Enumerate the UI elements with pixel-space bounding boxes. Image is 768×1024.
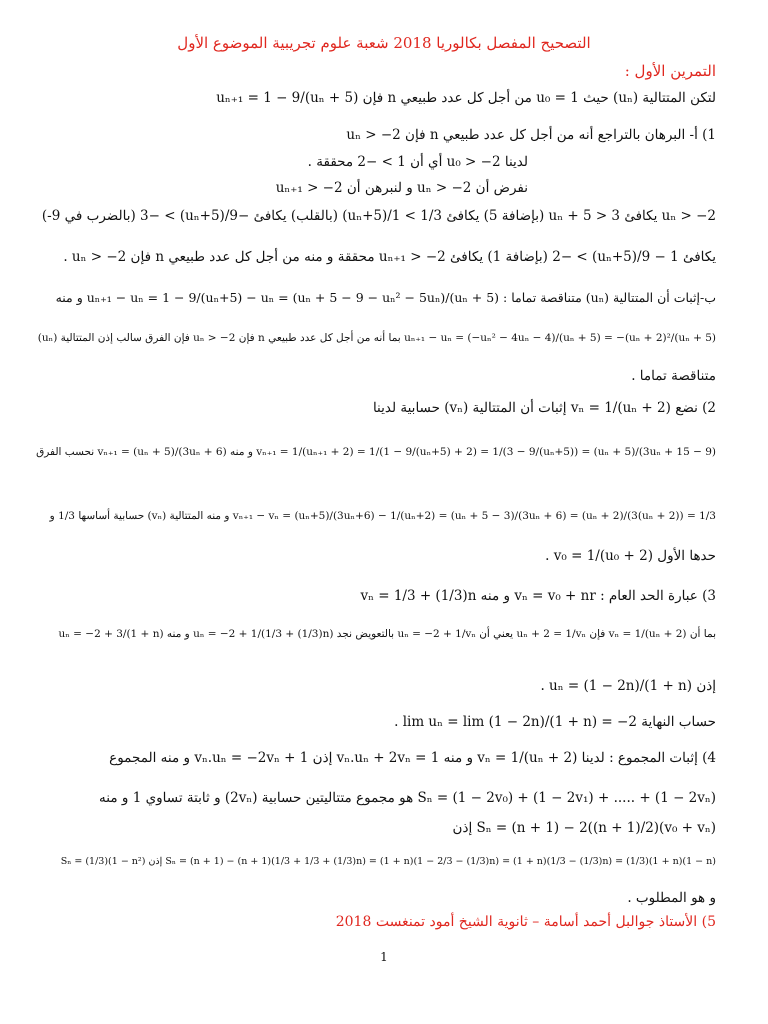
text-line: لتكن المتتالية (uₙ) حيث u₀ = 1 من أجل كل عدد طبيعي n فإن uₙ₊₁ = 1 − 9/(uₙ + 5) [216,90,716,106]
text-line: يكافئ 1 − 9/(uₙ+5) > −2 (بإضافة 1) يكافئ uₙ₊₁ > −2 محققة و منه من أجل كل عدد طبيعي n فإن uₙ > −2 . [63,249,716,265]
text-line: vₙ₊₁ − vₙ = (uₙ+5)/(3uₙ+6) − 1/(uₙ+2) = (uₙ + 5 − 3)/(3uₙ + 6) = (uₙ + 2)/(3(uₙ + 2)) = 1/3 و منه المتتالية (vₙ) حسابية أساسها 1/3 و [49,510,716,522]
author-footer: 5) الأستاذ جوالبل أحمد أسامة – ثانوية الشيخ أمود تمنغست 2018 [335,914,716,930]
page-number: 1 [380,950,388,964]
page-title: التصحيح المفصل بكالوريا 2018 شعبة علوم تجريبية الموضوع الأول [177,34,591,52]
text-line: Sₙ = (n + 1) − (n + 1)(1/3 + 1/3 + (1/3)n) = (1 + n)(1 − 2/3 − (1/3)n) = (1 + n)(1/3 − (1/3)n) = (1/3)(1 + n)(1 − n) إذن Sₙ = (1/3)(1 − n²) [60,856,716,867]
text-line: نفرض أن uₙ > −2 و لنبرهن أن uₙ₊₁ > −2 [275,180,528,196]
text-line: Sₙ = (1 − 2v₀) + (1 − 2v₁) + ..... + (1 − 2vₙ) هو مجموع متتاليتين حسابية (2vₙ) و ثابتة تساوي 1 و منه [99,790,716,806]
text-line: و هو المطلوب . [627,890,716,906]
text-line: uₙ > −2 يكافئ uₙ + 5 > 3 (بإضافة 5) يكافئ 1/3 > 1/(uₙ+5) (بالقلب) يكافئ −9/(uₙ+5) > −3 (بالضرب في 9-) [41,208,716,224]
exercise-heading: التمرين الأول : [624,62,716,80]
text-line: لدينا u₀ > −2 أي أن 1 > −2 محققة . [307,154,528,170]
text-line: بما أن vₙ = 1/(uₙ + 2) فإن uₙ + 2 = 1/vₙ يعني أن uₙ = −2 + 1/vₙ بالتعويض نجد uₙ = −2 + 1/(1/3 + (1/3)n) و منه uₙ = −2 + 3/(1 + n) [58,628,716,640]
text-line: 2) نضع vₙ = 1/(uₙ + 2) إثبات أن المتتالية (vₙ) حسابية لدينا [372,400,716,416]
text-line: متناقصة تماما . [631,368,716,384]
text-line: Sₙ = (n + 1) − 2((n + 1)/2)(v₀ + vₙ) إذن [452,820,716,836]
text-line: إذن uₙ = (1 − 2n)/(1 + n) . [540,678,716,694]
text-line: 1) أ- البرهان بالتراجع أنه من أجل كل عدد طبيعي n فإن uₙ > −2 [346,127,716,143]
text-line: vₙ₊₁ = 1/(uₙ₊₁ + 2) = 1/(1 − 9/(uₙ+5) + 2) = 1/(3 − 9/(uₙ+5)) = (uₙ + 5)/(3uₙ + 15 − 9) و منه vₙ₊₁ = (uₙ + 5)/(3uₙ + 6) نحسب الفرق [36,446,716,458]
text-line: حدها الأول v₀ = 1/(u₀ + 2) . [545,548,716,564]
text-line: حساب النهاية lim uₙ = lim (1 − 2n)/(1 + n) = −2 . [394,714,716,730]
text-line: 3) عبارة الحد العام : vₙ = v₀ + nr و منه vₙ = 1/3 + (1/3)n [360,588,716,604]
text-line: ب-إثبات أن المتتالية (uₙ) متناقصة تماما : uₙ₊₁ − uₙ = 1 − 9/(uₙ+5) − uₙ = (uₙ + 5 − 9 − uₙ² − 5uₙ)/(uₙ + 5) و منه [55,290,716,305]
text-line: uₙ₊₁ − uₙ = (−uₙ² − 4uₙ − 4)/(uₙ + 5) = −(uₙ + 2)²/(uₙ + 5) بما أنه من أجل كل عدد طبيعي n فإن uₙ > −2 فإن الفرق سالب إذن المتتالية (uₙ) [37,332,716,344]
text-line: 4) إثبات المجموع : لدينا vₙ = 1/(uₙ + 2) و منه vₙ.uₙ + 2vₙ = 1 إذن vₙ.uₙ = −2vₙ + 1 و منه المجموع [109,750,716,766]
